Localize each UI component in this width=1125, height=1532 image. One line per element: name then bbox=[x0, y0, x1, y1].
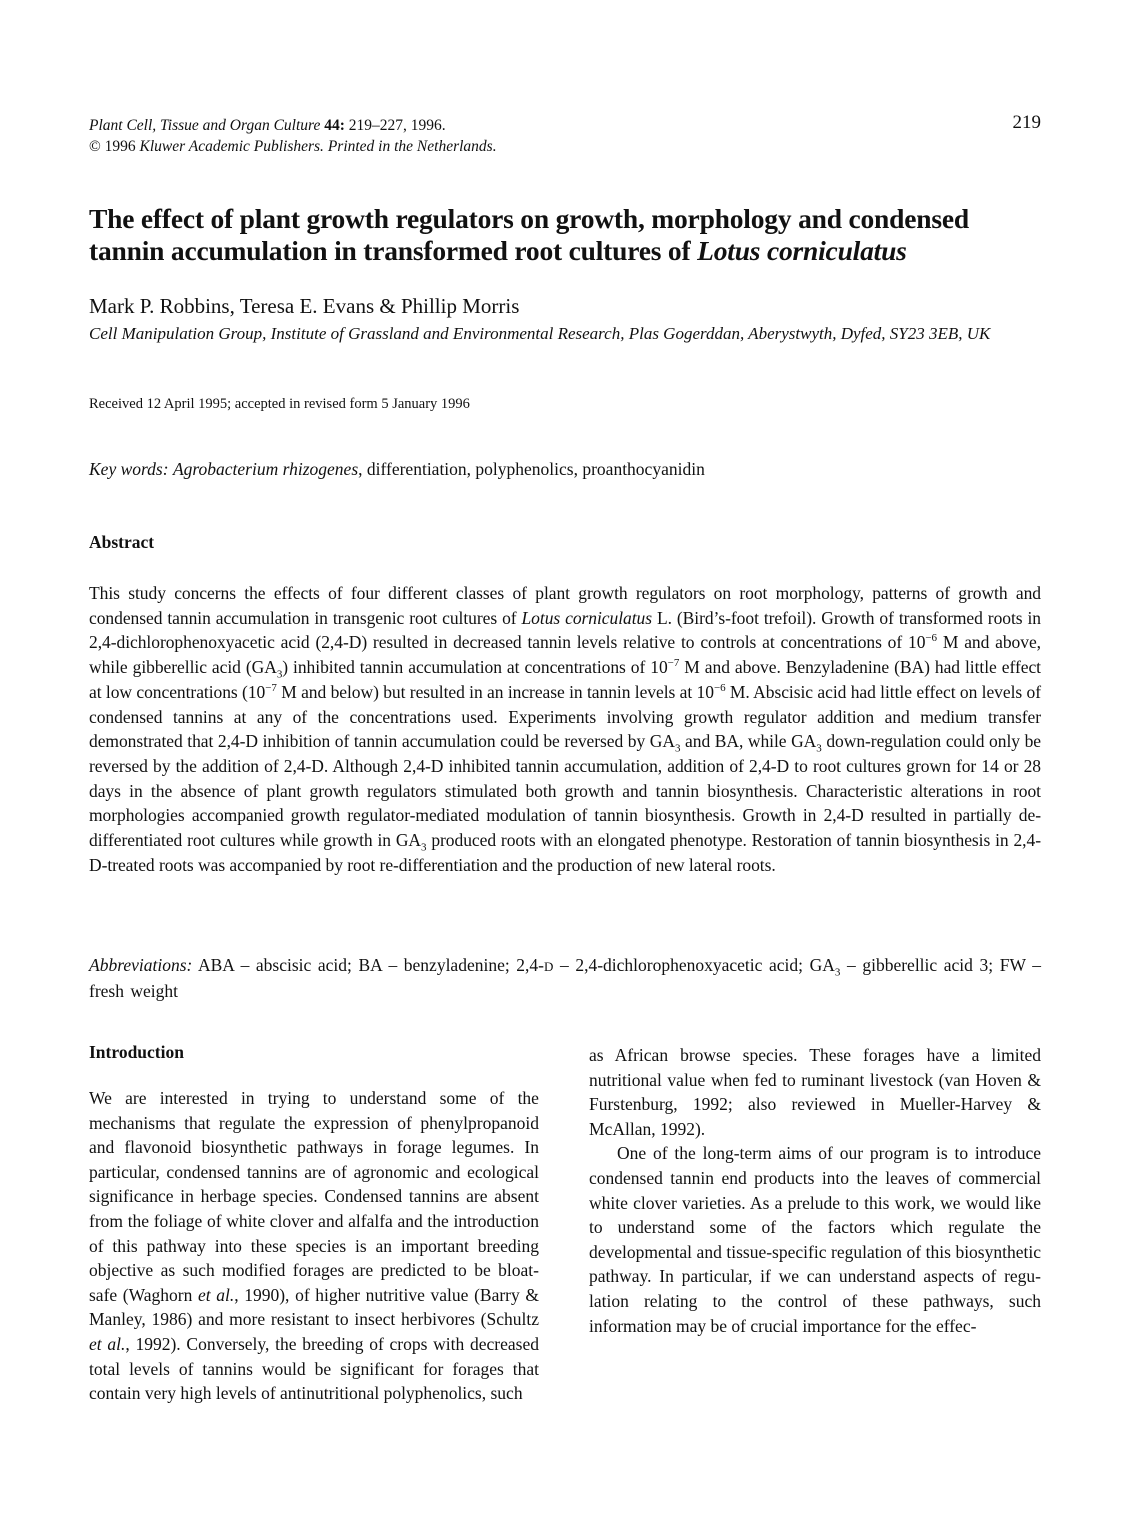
abbreviations-label: Abbreviations: bbox=[89, 955, 193, 975]
journal-pages: 219–227, 1996. bbox=[348, 117, 446, 134]
introduction-heading: Introduction bbox=[89, 1042, 184, 1062]
journal-volume: 44: bbox=[324, 117, 345, 134]
abbreviations: Abbreviations: ABA – abscisic acid; BA – benzyladenine; 2,4-D – 2,4-dichlorophenoxyacetic acid; $GA_3$ – gibberellic acid 3; FW – fresh weight bbox=[89, 955, 1041, 1001]
copyright-symbol: © bbox=[89, 138, 101, 155]
keywords-label: Key words: bbox=[89, 459, 169, 479]
abstract-body: This study concerns the effects of four different classes of plant growth regulators on root morphology, patterns of growth and condensed tannin accumulation in transgenic root cultures of Lotus corniculatus L. (Bird’s-foot trefoil). Growth of transformed roots in 2,4-dichlorophenoxyacetic acid (2,4-D) resulted in decreased tannin levels relative to controls at concentrations of $10^{-6}$ M and above, while gibberellic acid $(GA_3)$ inhibited tannin accumulation at concentrations of $10^{-7}$ M and above. Benzyladenine (BA) had little effect at low concentrations ($10^{-7}$ M and below) but resulted in an increase in tannin levels at $10^{-6}$ M. Abscisic acid had little effect on levels of condensed tannins at any of the concentrations used. Experiments involving growth regulator addition and medium transfer demonstrated that 2,4-D inhibition of tannin accumulation could be reversed by $GA_3$ and BA, while $GA_3$ down-regulation could only be reversed by the addition of 2,4-D. Although 2,4-D inhibited tannin accumulation, addition of 2,4-D to root cultures grown for 14 or 28 days in the absence of plant growth regulators stimulated both growth and tannin biosynthesis. Characteristic alterations in root morphologies accompanied growth regulator-mediated modulation of tannin biosynthesis. Growth in 2,4-D resulted in partially de-differentiated root cultures while growth in $GA_3$ produced roots with an elongated phenotype. Restoration of tannin biosynthesis in 2,4-D-treated roots was accompanied by root re-differentiation and the production of new lateral roots. bbox=[89, 583, 1042, 875]
author-list: Mark P. Robbins, Teresa E. Evans & Phillip Morris bbox=[89, 294, 520, 318]
printed-in: Printed in the Netherlands. bbox=[327, 138, 497, 155]
journal-citation bbox=[89, 115, 497, 136]
intro-paragraph-1-continued: as African browse species. These forages have a limited nutritional value when fed to ruminant livestock (van Hoven & Furstenburg, 1992; also reviewed in Mueller-Harvey & McAllan, 1992). bbox=[589, 1045, 1042, 1139]
intro-paragraph-2: One of the long-term aims of our program is to introduce condensed tannin end products into the leaves of commercial white clover varieties. As a prelude to this work, we would like to understand some of the factors which regulate the developmental and tissue-specific regulation of this biosynthetic pathway. In particular, if we can understand aspects of regulation relating to the control of these pathways, such information may be of crucial importance for the effec- bbox=[589, 1143, 1041, 1336]
keywords-line bbox=[89, 459, 705, 480]
page-number: 219 bbox=[1012, 112, 1041, 133]
title-species: Lotus corniculatus bbox=[697, 235, 907, 266]
copyright-line bbox=[89, 136, 497, 157]
keywords-rest: , differentiation, polyphenolics, proanthocyanidin bbox=[358, 459, 705, 479]
title-text: The effect of plant growth regulators on growth, morphology and condensed tannin accumulation in transformed root cultures of bbox=[89, 203, 969, 266]
intro-paragraph-1: We are interested in trying to understand some of the mechanisms that regulate the expression of phenylpropanoid and flavonoid biosynthetic pathways in forage legumes. In particular, condensed tannins are of agronomic and ecological significance in herbage species. Condensed tannins are absent from the foliage of white clover and alfalfa and the introduction of this pathway into these species is an important breeding objective as such modified forages are predicted to be bloat-safe (Waghorn et al., 1990), of higher nutritive value (Barry & Manley, 1986) and more resistant to insect herbivores (Schultz et al., 1992). Conversely, the breeding of crops with decreased total levels of tannins would be significant for forages that contain very high levels of antinutritional polyphenolics, such bbox=[89, 1088, 540, 1404]
right-column bbox=[589, 1043, 1041, 1338]
running-header bbox=[89, 115, 497, 157]
affiliation: Cell Manipulation Group, Institute of Grassland and Environmental Research, Plas Gogerddan, Aberystwyth, Dyfed, SY23 3EB, UK bbox=[89, 324, 991, 343]
journal-name: Plant Cell, Tissue and Organ Culture bbox=[89, 117, 321, 134]
left-column bbox=[89, 1042, 539, 1406]
keyword-agrobacterium: Agrobacterium rhizogenes bbox=[172, 459, 359, 479]
publisher: Kluwer Academic Publishers. bbox=[139, 138, 324, 155]
copyright-year: 1996 bbox=[104, 138, 136, 155]
received-dates: Received 12 April 1995; accepted in revised form 5 January 1996 bbox=[89, 396, 470, 412]
abstract-heading: Abstract bbox=[89, 532, 155, 552]
article-title bbox=[89, 203, 1049, 267]
